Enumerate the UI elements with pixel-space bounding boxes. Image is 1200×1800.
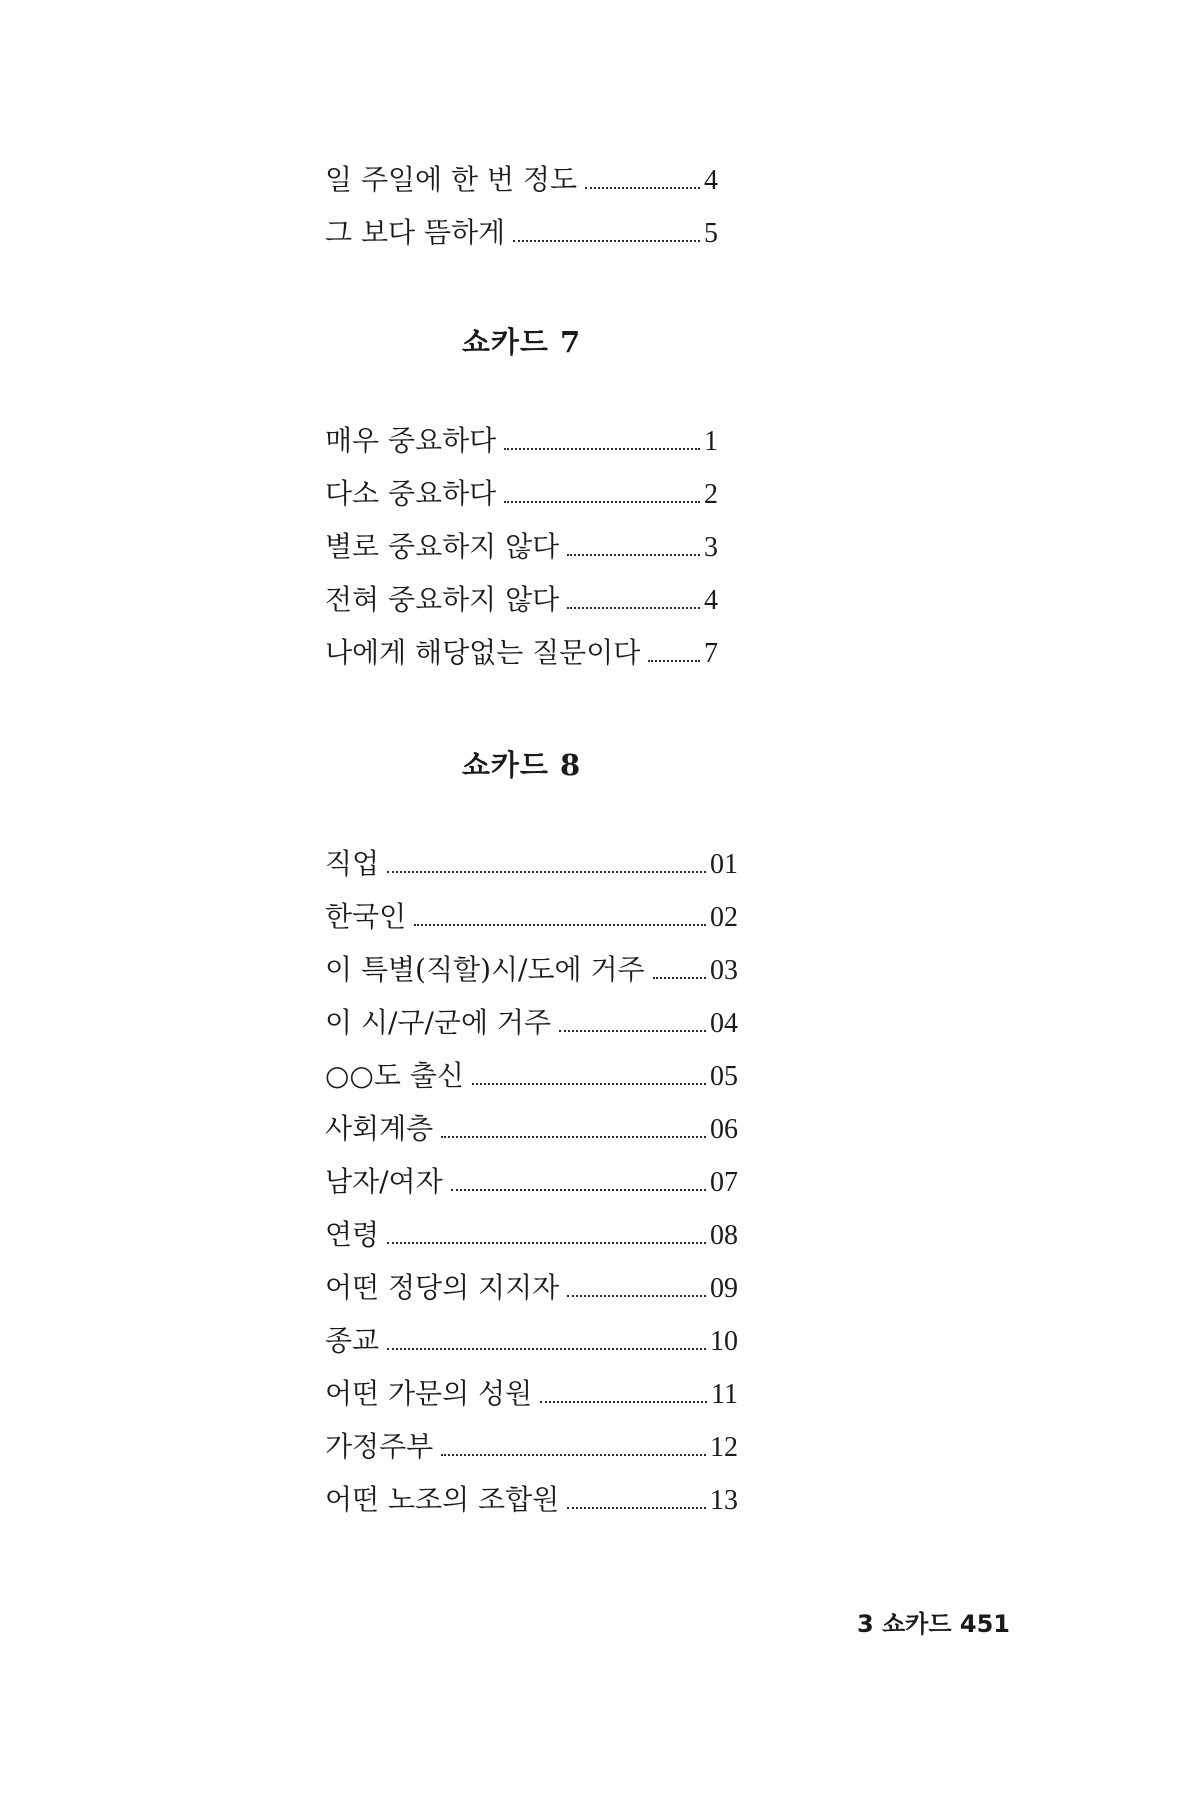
- list-item: [325, 1473, 738, 1526]
- option-label: 그 보다 뜸하게: [325, 216, 506, 249]
- option-code: 11: [711, 1379, 738, 1410]
- dot-leader: [513, 240, 700, 242]
- option-code: 10: [710, 1326, 738, 1357]
- list-item: [325, 890, 738, 943]
- dot-leader: [648, 660, 700, 662]
- option-label: 사회계층: [325, 1112, 434, 1145]
- dot-leader: [441, 1454, 706, 1456]
- option-code: 09: [710, 1273, 738, 1304]
- list-item: [325, 1314, 738, 1367]
- response-list-showcard-8: [325, 837, 738, 1526]
- list-item: [325, 626, 718, 679]
- list-item: [325, 1102, 738, 1155]
- option-code: 01: [710, 849, 738, 880]
- option-code: 4: [704, 585, 718, 616]
- dot-leader: [504, 501, 700, 503]
- option-label: 별로 중요하지 않다: [325, 530, 560, 563]
- list-item: [325, 1049, 738, 1102]
- dot-leader: [567, 1507, 706, 1509]
- option-code: 3: [704, 532, 718, 563]
- dot-leader: [653, 977, 706, 979]
- option-code: 08: [710, 1220, 738, 1251]
- response-list-top: [325, 153, 718, 259]
- dot-leader: [387, 871, 706, 873]
- option-label: 전혀 중요하지 않다: [325, 583, 560, 616]
- list-item: [325, 414, 718, 467]
- list-item: [325, 206, 718, 259]
- dot-leader: [567, 607, 700, 609]
- section-heading-showcard-8: 쇼카드 8: [461, 748, 582, 782]
- option-label: 한국인: [325, 900, 407, 933]
- response-list-showcard-7: [325, 414, 718, 679]
- option-code: 07: [710, 1167, 738, 1198]
- option-label: 가정주부: [325, 1430, 434, 1463]
- dot-leader: [472, 1083, 706, 1085]
- dot-leader: [540, 1401, 707, 1403]
- option-code: 7: [704, 638, 718, 669]
- option-code: 2: [704, 479, 718, 510]
- dot-leader: [567, 554, 700, 556]
- list-item: [325, 520, 718, 573]
- dot-leader: [387, 1348, 706, 1350]
- section-heading-showcard-7: 쇼카드 7: [461, 325, 582, 359]
- option-label: 직업: [325, 847, 380, 880]
- option-code: 4: [704, 165, 718, 196]
- option-label: 일 주일에 한 번 정도: [325, 163, 577, 196]
- option-label: ○○도 출신: [325, 1059, 464, 1092]
- list-item: [325, 1208, 738, 1261]
- option-code: 1: [704, 426, 718, 457]
- option-code: 03: [710, 955, 738, 986]
- option-label: 연령: [325, 1218, 380, 1251]
- list-item: [325, 1155, 738, 1208]
- list-item: [325, 1261, 738, 1314]
- list-item: [325, 153, 718, 206]
- option-label: 어떤 정당의 지지자: [325, 1271, 560, 1304]
- list-item: [325, 573, 718, 626]
- option-code: 12: [710, 1432, 738, 1463]
- dot-leader: [585, 187, 700, 189]
- option-code: 5: [704, 218, 718, 249]
- list-item: [325, 1420, 738, 1473]
- option-code: 13: [710, 1485, 738, 1516]
- dot-leader: [451, 1189, 706, 1191]
- option-label: 종교: [325, 1324, 380, 1357]
- option-code: 02: [710, 902, 738, 933]
- option-label: 어떤 노조의 조합원: [325, 1483, 560, 1516]
- option-code: 05: [710, 1061, 738, 1092]
- list-item: [325, 943, 738, 996]
- option-label: 다소 중요하다: [325, 477, 497, 510]
- dot-leader: [387, 1242, 706, 1244]
- dot-leader: [504, 448, 700, 450]
- option-code: 06: [710, 1114, 738, 1145]
- list-item: [325, 996, 738, 1049]
- page-footer: 3 쇼카드 451: [856, 1610, 1010, 1638]
- dot-leader: [559, 1030, 706, 1032]
- list-item: [325, 837, 738, 890]
- list-item: [325, 1367, 738, 1420]
- option-label: 이 시/구/군에 거주: [325, 1006, 552, 1039]
- option-label: 나에게 해당없는 질문이다: [325, 636, 641, 669]
- dot-leader: [567, 1295, 706, 1297]
- option-label: 남자/여자: [325, 1165, 443, 1198]
- option-label: 매우 중요하다: [325, 424, 497, 457]
- dot-leader: [414, 924, 706, 926]
- dot-leader: [441, 1136, 706, 1138]
- option-code: 04: [710, 1008, 738, 1039]
- option-label: 이 특별(직할)시/도에 거주: [325, 953, 645, 986]
- list-item: [325, 467, 718, 520]
- option-label: 어떤 가문의 성원: [325, 1377, 533, 1410]
